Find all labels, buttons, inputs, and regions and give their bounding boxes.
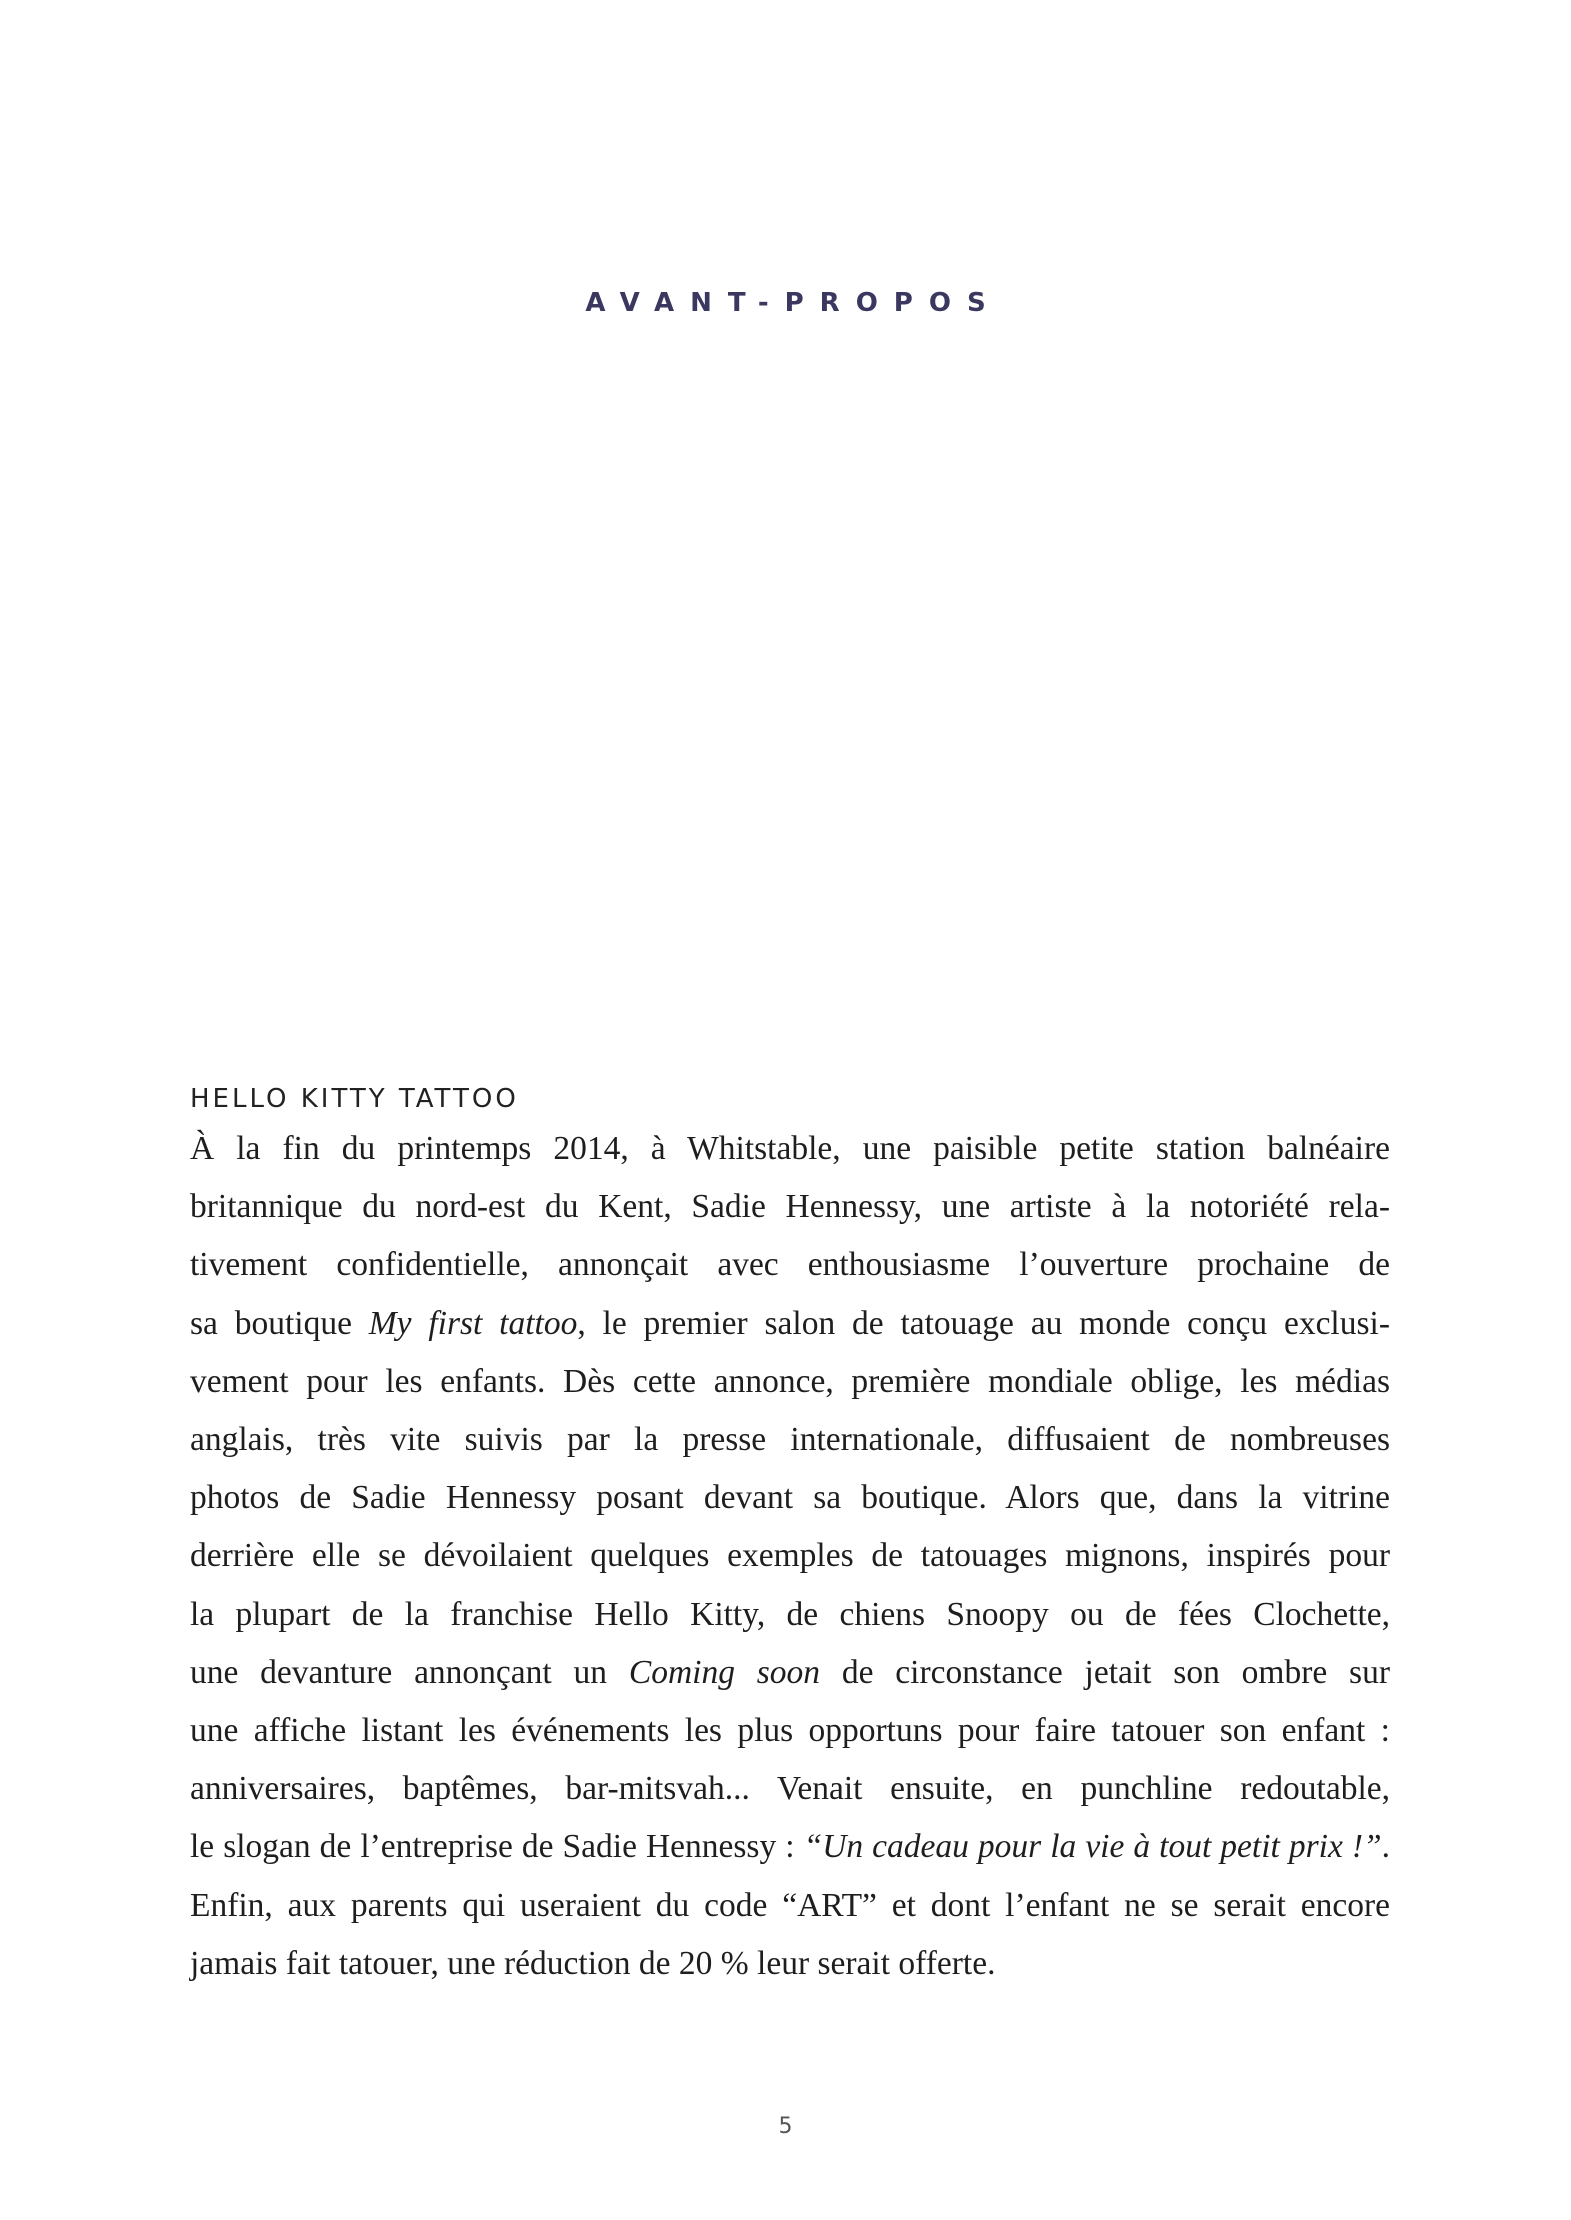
text-segment: une devanture annonçant un: [190, 1653, 629, 1691]
paragraph-line: [190, 1935, 1390, 1993]
page-number: 5: [778, 2114, 793, 2139]
italic-text: “Un cadeau pour la vie à tout petit prix !”: [803, 1828, 1382, 1866]
text-segment: anniversaires, baptêmes, bar-mitsvah... Venait ensuite, en punchline redoutable,: [190, 1770, 1390, 1808]
text-segment: sa boutique: [190, 1304, 369, 1342]
paragraph-line: [190, 1644, 1390, 1702]
paragraph-line: [190, 1877, 1390, 1935]
paragraph-line: [190, 1178, 1390, 1236]
text-segment: À la fin du printemps 2014, à Whitstable, une paisible petite station balnéaire: [190, 1130, 1390, 1167]
text-segment: photos de Sadie Hennessy posant devant sa boutique. Alors que, dans la vitrine: [190, 1479, 1390, 1517]
paragraph-line: [190, 1411, 1390, 1469]
body-paragraph: [190, 1120, 1390, 1993]
text-segment: la plupart de la franchise Hello Kitty, de chiens Snoopy ou de fées Clochette,: [190, 1595, 1390, 1633]
paragraph-line: [190, 1236, 1390, 1294]
paragraph-line: [190, 1527, 1390, 1585]
paragraph-line: [190, 1586, 1390, 1644]
paragraph-line: [190, 1353, 1390, 1411]
section-hello-kitty-tattoo: [190, 1084, 1390, 1993]
text-segment: une affiche listant les événements les plus opportuns pour faire tatouer son enfant :: [190, 1712, 1390, 1750]
italic-text: Coming soon: [628, 1653, 821, 1691]
text-segment: tivement confidentielle, annonçait avec enthousiasme l’ouverture prochaine de: [190, 1246, 1390, 1284]
paragraph-line: [190, 1702, 1390, 1760]
text-segment: derrière elle se dévoilaient quelques exemples de tatouages mignons, inspirés pour: [190, 1537, 1390, 1575]
text-segment: britannique du nord-est du Kent, Sadie Hennessy, une artiste à la notoriété rela-: [190, 1188, 1390, 1226]
italic-text: My first tattoo: [368, 1304, 578, 1342]
text-segment: de circonstance jetait son ombre sur: [820, 1653, 1390, 1691]
chapter-title: AVANT-PROPOS: [585, 288, 1002, 318]
text-segment: Enfin, aux parents qui useraient du code “ART” et dont l’enfant ne se serait encore: [190, 1886, 1390, 1924]
section-heading: HELLO KITTY TATTOO: [190, 1084, 519, 1114]
text-segment: .: [1381, 1828, 1391, 1866]
text-segment: le slogan de l’entreprise de Sadie Hennessy :: [190, 1828, 804, 1866]
paragraph-line: [190, 1469, 1390, 1527]
text-segment: anglais, très vite suivis par la presse internationale, diffusaient de nombreuses: [190, 1421, 1390, 1459]
text-segment: , le premier salon de tatouage au monde conçu exclusi-: [577, 1304, 1390, 1342]
paragraph-line: [190, 1295, 1390, 1353]
paragraph-line: [190, 1818, 1390, 1876]
text-segment: vement pour les enfants. Dès cette annonce, première mondiale oblige, les médias: [190, 1362, 1390, 1400]
paragraph-line: [190, 1120, 1390, 1178]
text-segment: jamais fait tatouer, une réduction de 20 % leur serait offerte.: [190, 1944, 996, 1982]
paragraph-line: [190, 1760, 1390, 1818]
